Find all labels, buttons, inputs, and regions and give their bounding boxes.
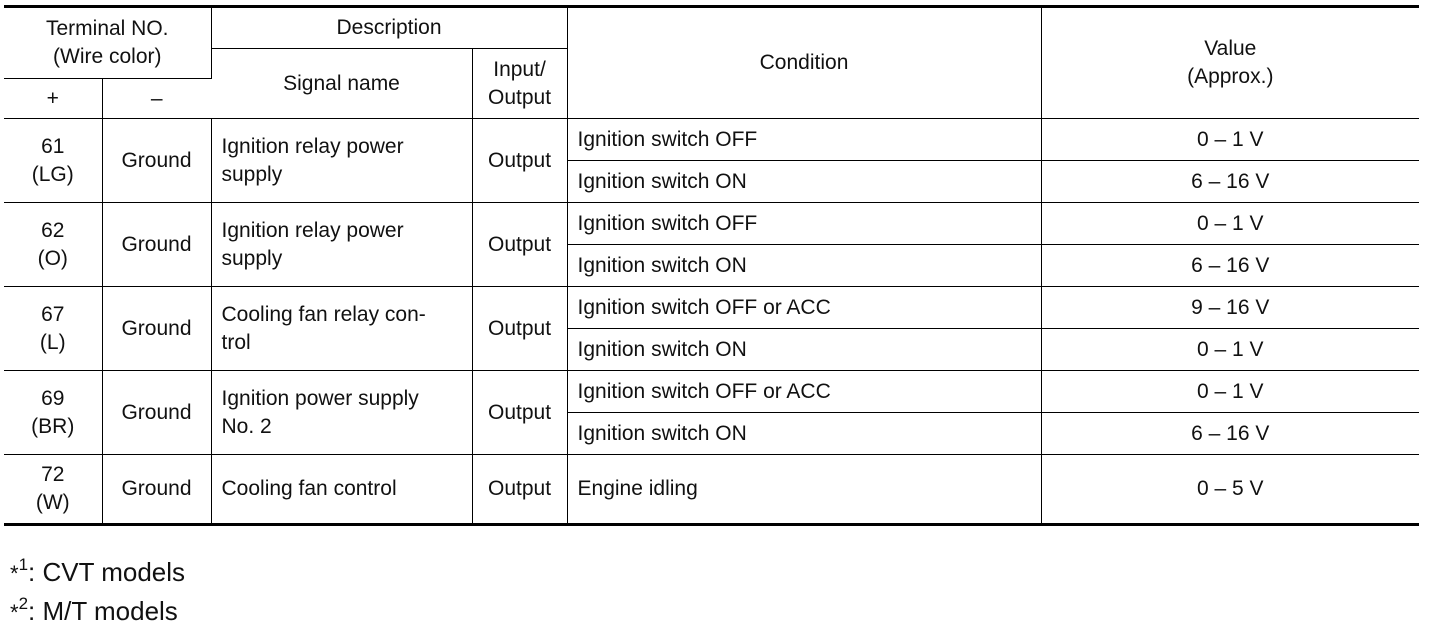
terminal-cell	[4, 371, 102, 455]
signal-line-2: No. 2	[221, 414, 272, 438]
terminal-cell	[4, 119, 102, 203]
terminal-number: 72	[41, 463, 65, 486]
plus-header: +	[4, 79, 102, 119]
terminal-no-label: Terminal NO.	[45, 17, 169, 40]
footnote-star: *	[10, 561, 19, 586]
value-cell: 6 – 16 V	[1041, 245, 1419, 287]
footnote-1	[10, 550, 185, 589]
minus-header: –	[102, 79, 211, 119]
condition-header: Condition	[567, 7, 1041, 119]
signal-line-2: supply	[221, 162, 283, 186]
io-cell: Output	[472, 203, 567, 287]
wire-color-label: (Wire color)	[53, 45, 162, 68]
signal-line-2: supply	[221, 246, 283, 270]
condition-cell: Ignition switch ON	[567, 245, 1041, 287]
terminal-no-header	[4, 7, 211, 79]
signal-line-1: Cooling fan relay con-	[221, 302, 426, 326]
footnote-text: : CVT models	[28, 557, 186, 587]
input-output-header	[472, 49, 567, 119]
signal-name-cell	[211, 371, 472, 455]
footnote-mark: 2	[18, 594, 29, 613]
io-cell: Output	[472, 371, 567, 455]
ground-cell: Ground	[102, 455, 211, 525]
io-cell: Output	[472, 455, 567, 525]
signal-line-1: Ignition relay power	[221, 218, 404, 242]
terminal-spec-table	[4, 5, 1419, 526]
signal-name-cell	[211, 203, 472, 287]
condition-cell: Ignition switch OFF or ACC	[567, 287, 1041, 329]
input-label: Input/	[493, 57, 546, 81]
table-row	[4, 287, 1419, 329]
signal-name-cell	[211, 119, 472, 203]
footnote-star: *	[10, 600, 19, 625]
value-cell: 0 – 1 V	[1041, 119, 1419, 161]
condition-cell: Engine idling	[567, 455, 1041, 525]
condition-cell: Ignition switch ON	[567, 161, 1041, 203]
value-cell: 6 – 16 V	[1041, 413, 1419, 455]
table-row	[4, 371, 1419, 413]
condition-cell: Ignition switch ON	[567, 329, 1041, 371]
table-row	[4, 203, 1419, 245]
condition-cell: Ignition switch OFF	[567, 203, 1041, 245]
wire-color: (O)	[37, 246, 68, 270]
signal-name-cell: Cooling fan control	[211, 455, 472, 525]
terminal-cell	[4, 455, 102, 525]
condition-cell: Ignition switch OFF or ACC	[567, 371, 1041, 413]
wire-color: (BR)	[31, 414, 75, 438]
io-cell: Output	[472, 119, 567, 203]
signal-name-header: Signal name	[211, 49, 472, 119]
ground-cell: Ground	[102, 287, 211, 371]
footnote-mark: 1	[18, 555, 29, 574]
value-cell: 9 – 16 V	[1041, 287, 1419, 329]
condition-cell: Ignition switch OFF	[567, 119, 1041, 161]
terminal-number: 69	[41, 386, 65, 410]
value-cell: 0 – 1 V	[1041, 371, 1419, 413]
terminal-number: 62	[41, 218, 65, 242]
approx-label: (Approx.)	[1187, 65, 1274, 88]
output-label: Output	[487, 85, 552, 109]
terminal-cell	[4, 287, 102, 371]
value-cell: 0 – 5 V	[1041, 455, 1419, 525]
ground-cell: Ground	[102, 203, 211, 287]
terminal-number: 67	[41, 302, 65, 326]
terminal-number: 61	[41, 134, 65, 158]
condition-cell: Ignition switch ON	[567, 413, 1041, 455]
footnote-2	[10, 589, 178, 628]
wire-color: (L)	[39, 330, 66, 354]
table-row	[4, 455, 1419, 525]
signal-line-1: Ignition relay power	[221, 134, 404, 158]
description-header: Description	[211, 7, 567, 49]
ground-cell: Ground	[102, 119, 211, 203]
signal-line-1: Ignition power supply	[221, 386, 419, 410]
value-cell: 6 – 16 V	[1041, 161, 1419, 203]
value-header	[1041, 7, 1419, 119]
value-cell: 0 – 1 V	[1041, 203, 1419, 245]
value-cell: 0 – 1 V	[1041, 329, 1419, 371]
io-cell: Output	[472, 287, 567, 371]
wire-color: (W)	[35, 491, 70, 514]
wire-color: (LG)	[31, 162, 74, 186]
signal-line-2: trol	[221, 330, 251, 354]
terminal-cell	[4, 203, 102, 287]
ground-cell: Ground	[102, 371, 211, 455]
footnote-text: : M/T models	[28, 596, 178, 626]
value-label: Value	[1204, 37, 1257, 60]
table-row	[4, 119, 1419, 161]
signal-name-cell	[211, 287, 472, 371]
